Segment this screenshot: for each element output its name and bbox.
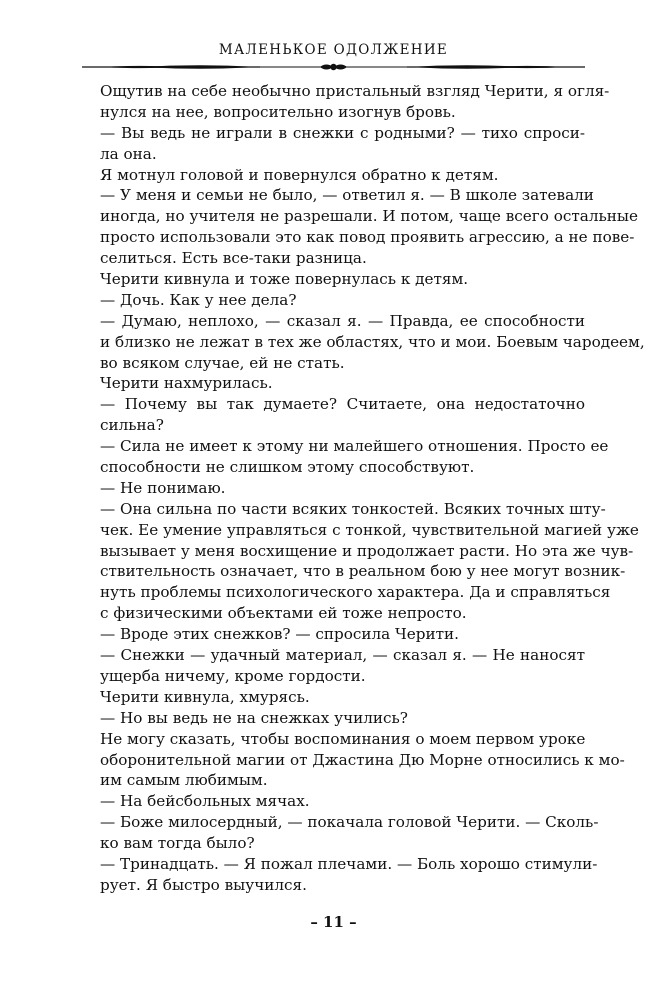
running-title: МАЛЕНЬКОЕ ОДОЛЖЕНИЕ bbox=[218, 42, 449, 58]
paragraph-first-line: — Дочь. Как у нее дела? bbox=[100, 290, 297, 309]
text-line: иногда, но учителя не разрешали. И потом, чаще всего остальные bbox=[100, 207, 638, 226]
page-number: – 11 – bbox=[310, 913, 357, 931]
paragraph-first-line: — Не понимаю. bbox=[100, 478, 226, 497]
paragraph-first-line: Не могу сказать, чтобы воспоминания о моем первом уроке bbox=[100, 729, 586, 748]
body-text bbox=[100, 81, 645, 896]
text-line: ствительность означает, что в реальном бою у нее могут возник- bbox=[100, 562, 626, 581]
text-line: им самым любимым. bbox=[100, 771, 268, 790]
paragraph-first-line: — Сила не имеет к этому ни малейшего отношения. Просто ее bbox=[100, 437, 609, 456]
text-line: с физическими объектами ей тоже непросто. bbox=[100, 604, 467, 623]
paragraph-first-line: Черити нахмурилась. bbox=[100, 374, 273, 393]
paragraph-first-line: — Думаю, неплохо, — сказал я. — Правда, ее способности bbox=[100, 311, 585, 330]
ornamental-rule bbox=[80, 61, 587, 73]
text-line: ущерба ничему, кроме гордости. bbox=[100, 666, 366, 685]
paragraph-first-line: — Тринадцать. — Я пожал плечами. — Боль хорошо стимули- bbox=[100, 854, 598, 873]
paragraph-first-line: Я мотнул головой и повернулся обратно к детям. bbox=[100, 165, 499, 184]
paragraph-first-line: — Почему вы так думаете? Считаете, она недостаточно bbox=[100, 395, 585, 414]
text-line: сильна? bbox=[100, 416, 164, 435]
paragraph-first-line: — У меня и семьи не было, — ответил я. — В школе затевали bbox=[100, 186, 594, 205]
paragraph-first-line: Черити кивнула, хмурясь. bbox=[100, 687, 310, 706]
paragraph-first-line: Ощутив на себе необычно пристальный взгляд Черити, я огля- bbox=[100, 82, 610, 100]
paragraph-first-line: — Вы ведь не играли в снежки с родными? — тихо спроси- bbox=[100, 123, 585, 142]
text-line: оборонительной магии от Джастина Дю Морне относились к мо- bbox=[100, 750, 625, 769]
text-line: нуть проблемы психологического характера. Да и справляться bbox=[100, 583, 611, 602]
text-line: во всяком случае, ей не стать. bbox=[100, 353, 345, 372]
text-line: селиться. Есть все-таки разница. bbox=[100, 249, 367, 268]
text-line: чек. Ее умение управляться с тонкой, чувствительной магией уже bbox=[100, 520, 639, 539]
text-line: просто использовали это как повод проявить агрессию, а не пове- bbox=[100, 228, 635, 247]
paragraph-first-line: — Но вы ведь не на снежках учились? bbox=[100, 708, 408, 727]
paragraph-first-line: — Снежки — удачный материал, — сказал я. — Не наносят bbox=[100, 646, 585, 665]
text-line: вызывает у меня восхищение и продолжает расти. Но эта же чув- bbox=[100, 541, 634, 560]
text-line: ко вам тогда было? bbox=[100, 834, 255, 853]
text-line: ла она. bbox=[100, 144, 157, 163]
text-line: нулся на нее, вопросительно изогнув бровь. bbox=[100, 102, 456, 121]
text-line: и близко не лежат в тех же областях, что и мои. Боевым чародеем, bbox=[100, 332, 645, 351]
paragraph-first-line: — Она сильна по части всяких тонкостей. Всяких точных шту- bbox=[100, 499, 606, 518]
paragraph-first-line: — На бейсбольных мячах. bbox=[100, 792, 310, 811]
paragraph-first-line: — Боже милосердный, — покачала головой Черити. — Сколь- bbox=[100, 813, 599, 832]
text-line: рует. Я быстро выучился. bbox=[100, 875, 307, 894]
text-line: способности не слишком этому способствуют. bbox=[100, 458, 475, 477]
paragraph-first-line: — Вроде этих снежков? — спросила Черити. bbox=[100, 625, 459, 644]
paragraph-first-line: Черити кивнула и тоже повернулась к детям. bbox=[100, 270, 469, 289]
